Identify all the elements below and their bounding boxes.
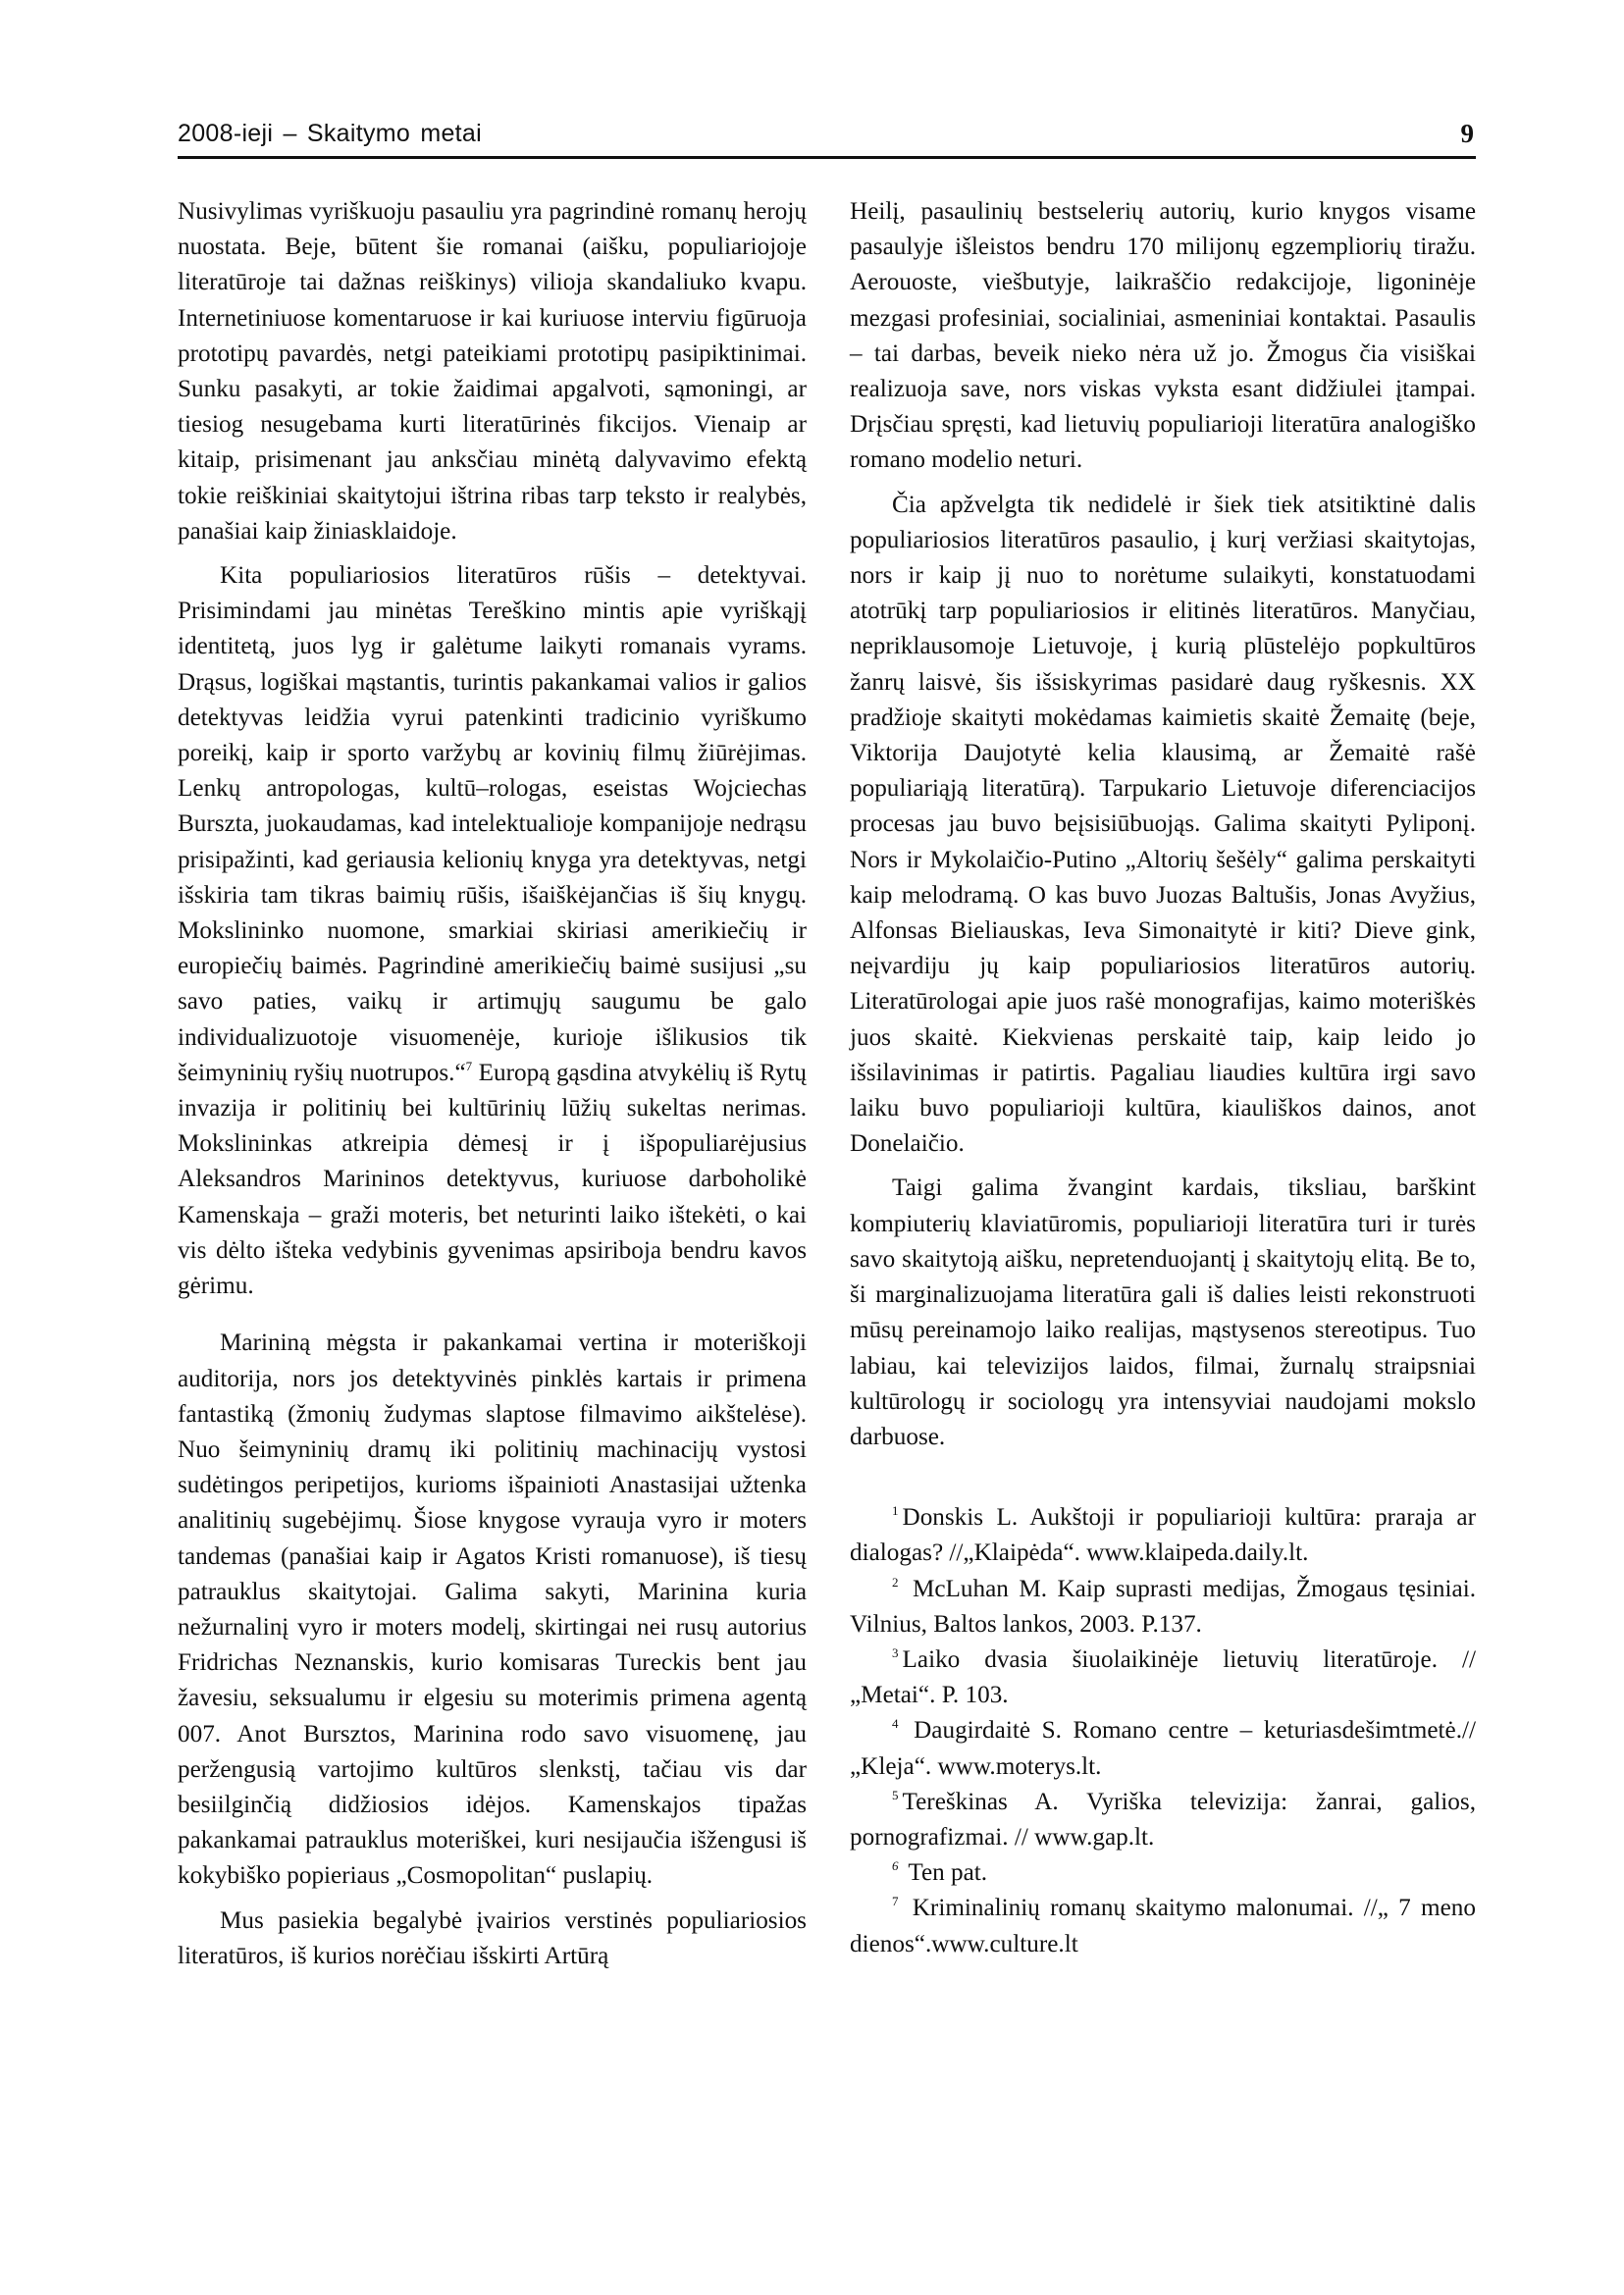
footnote [850, 1643, 1476, 1713]
footnote-text: Donskis L. Aukštoji ir populiarioji kultūra: praraja ar dialogas? //„Klaipėda“. www.klaipeda.daily.lt. [850, 1504, 1476, 1567]
footnote [850, 1572, 1476, 1643]
footnote-number: 2 [892, 1574, 899, 1590]
footnote-text: McLuhan M. Kaip suprasti medijas, Žmogaus tęsiniai. Vilnius, Baltos lankos, 2003. P.137. [850, 1575, 1476, 1638]
running-header [178, 116, 1476, 151]
footnote-number: 7 [892, 1894, 899, 1909]
footnote [850, 1855, 1476, 1891]
footnote-number: 3 [892, 1644, 899, 1660]
footnote [850, 1785, 1476, 1855]
page-number: 9 [1460, 119, 1474, 148]
paragraph: Heilį, pasaulinių bestselerių autorių, kurio knygos visame pasaulyje išleistos bendru 170 milijonų egzempliorių tiražu. Aerouoste, viešbutyje, laikraščio redakcijoje, ligoninėje mezgasi profesiniai, socialiniai, asmeniniai kontaktai. Pasaulis – tai darbas, beveik nieko nėra už jo. Žmogus čia visiškai realizuoja save, nors viskas vyksta esant didžiulei įtampai. Drįsčiau spręsti, kad lietuvių populiarioji literatūra analogiško romano modelio neturi. [850, 198, 1476, 474]
footnote-ref[interactable]: 7 [465, 1058, 473, 1073]
footnote [850, 1891, 1476, 1961]
footnotes [850, 1500, 1476, 1962]
footnote-text: Tereškinas A. Vyriška televizija: žanrai, galios, pornografizmai. // www.gap.lt. [850, 1788, 1476, 1851]
footnote-number: 5 [892, 1787, 899, 1802]
footnote-number: 4 [892, 1716, 899, 1732]
footnote-text: Kriminalinių romanų skaitymo malonumai. //„ 7 meno dienos“.www.culture.lt [850, 1895, 1476, 1957]
footnote-number: 1 [892, 1503, 899, 1519]
header-rule [178, 156, 1476, 159]
footnote-text: Daugirdaitė S. Romano centre – keturiasdešimtmetė.// „Kleja“. www.moterys.lt. [850, 1717, 1476, 1780]
footnote-text: Ten pat. [902, 1859, 988, 1887]
paragraph: Nusivylimas vyriškuoju pasauliu yra pagrindinė romanų herojų nuostata. Beje, būtent šie romanai (aišku, populiariojoje literatūroje tai dažnas reiškinys) vilioja skandaliuko kvapu. Internetiniuose komentaruose ir kai kuriuose interviu figūruoja prototipų pavardės, netgi pateikiami prototipų pasipiktinimai. Sunku pasakyti, ar tokie žaidimai apgalvoti, sąmoningi, ar tiesiog nesugebama kurti literatūrinės fikcijos. Vienaip ar kitaip, prisimenant jau anksčiau minėtą dalyvavimo efektą tokie reiškiniai skaitytojui ištrina ribas tarp teksto ir realybės, panašiai kaip žiniasklaidoje. [178, 198, 807, 545]
paragraph [178, 558, 807, 1304]
right-column [850, 194, 1476, 1962]
paragraph: Marininą mėgsta ir pakankamai vertina ir moteriškoji auditorija, nors jos detektyvinės pinklės kartais ir primena fantastiką (žmonių žudymas slaptose filmavimo aikštelėse). Nuo šeimyninių dramų iki politinių machinacijų vystosi sudėtingos peripetijos, kurioms išpainioti Anastasijai užtenka analitinių sugebėjimų. Šiose knygose vyrauja vyro ir moters tandemas (panašiai kaip ir Agatos Kristi romanuose), iš tiesų patrauklus skaitytojai. Galima sakyti, Marinina kuria nežurnalinį vyro ir moters modelį, skirtingai nei rusų autorius Fridrichas Neznanskis, kurio komisaras Tureckis bent jau žavesiu, seksualumu ir elgesiu su moterimis primena agentą 007. Anot Bursztos, Marinina rodo savo visuomenę, jau peržengusią vartojimo kultūros slenkstį, tačiau vis dar besiilginčią didžiosios idėjos. Kamenskajos tipažas pakankamai patrauklus moteriškei, kuri nesijaučia išžengusi iš kokybiško popieriaus „Cosmopolitan“ puslapių. [178, 1330, 807, 1890]
footnote [850, 1500, 1476, 1571]
footnote-text: Laiko dvasia šiuolaikinėje lietuvių literatūroje. // „Metai“. P. 103. [850, 1645, 1476, 1709]
left-column [178, 194, 807, 1974]
running-title: 2008-ieji – Skaitymo metai [178, 120, 482, 147]
paragraph: Taigi galima žvangint kardais, tiksliau, barškint kompiuterių klaviatūromis, populiarioji literatūra turi ir turės savo skaitytoją aišku, nepretenduojantį į skaitytojų elitą. Be to, ši marginalizuojama literatūra gali iš dalies leisti rekonstruoti mūsų pereinamojo laiko realijas, mąstysenos stereotipus. Tuo labiau, kai televizijos laidos, filmai, žurnalų straipsniai kultūrologų ir sociologų yra intensyviai naudojami mokslo darbuose. [850, 1174, 1476, 1450]
footnote [850, 1713, 1476, 1784]
paragraph: Mus pasiekia begalybė įvairios verstinės populiariosios literatūros, iš kurios norėčiau išskirti Artūrą [178, 1906, 807, 1969]
paragraph: Čia apžvelgta tik nedidelė ir šiek tiek atsitiktinė dalis populiariosios literatūros pasaulio, į kurį veržiasi skaitytojas, nors ir kaip jį nuo to norėtume sulaikyti, konstatuodami atotrūkį tarp populiariosios ir elitinės literatūros. Manyčiau, nepriklausomoje Lietuvoje, į kurią plūstelėjo popkultūros žanrų laisvė, šis išsiskyrimas pasidarė daug ryškesnis. XX pradžioje skaityti mokėdamas kaimietis skaitė Žemaitę (beje, Viktorija Daujotytė kelia klausimą, ar Žemaitė rašė populiariąją literatūrą). Tarpukario Lietuvoje diferenciacijos procesas jau buvo beįsisiūbuojąs. Galima skaityti Pyliponį. Nors ir Mykolaičio-Putino „Altorių šešėly“ galima perskaityti kaip melodramą. O kas buvo Juozas Baltušis, Jonas Avyžius, Alfonsas Bieliauskas, Ieva Simonaitytė ir kiti? Dieve gink, neįvardiju jų kaip populiariosios literatūros autorių. Literatūrologai apie juos rašė monografijas, kaimo moteriškės juos skaitė. Kiekvienas perskaitė taip, kaip leido jo išsilavinimas ir patirtis. Pagaliau liaudies kultūra irgi savo laiku buvo populiarioji kultūra, kiauliškos dainos, anot Donelaičio. [850, 491, 1476, 1158]
paragraph-text: Kita populiariosios literatūros rūšis – detektyvai. Prisimindami jau minėtas Tereškino mintis apie vyriškąjį identitetą, juos lyg ir galėtume laikyti romanais vyrams. Drąsus, logiškai mąstantis, turintis pakankamai valios ir galios detektyvas leidžia vyrui patenkinti tradicinio vyriškumo poreikį, kaip ir sporto varžybų ar kovinių filmų žiūrėjimas. Lenkų antropologas, kultū–rologas, eseistas Wojciechas Burszta, juokaudamas, kad intelektualioje kompanijoje nedrąsu prisipažinti, kad geriausia kelionių knyga yra detektyvas, netgi išskiria tam tikras baimių rūšis, išaiškėjančias iš šių knygų. Mokslininko nuomone, smarkiai skiriasi amerikiečių ir europiečių baimės. Pagrindinė amerikiečių baimė susijusi „su savo paties, vaikų ir artimųjų saugumu be galo individualizuotoje visuomenėje, kurioje išlikusios tik šeimyninių ryšių nuotrupos.“ [178, 562, 807, 1086]
paragraph-text: Europą gąsdina atvykėlių iš Rytų invazija ir politinių bei kultūrinių lūžių sukeltas nerimas. Mokslininkas atkreipia dėmesį ir į išpopuliarėjusius Aleksandros Marininos detektyvus, kuriuose darboholikė Kamenskaja – graži moteris, bet neturinti laiko ištekėti, o kai vis dėlto išteka vedybinis gyvenimas apsiriboja bendru kavos gėrimu. [178, 1059, 808, 1300]
footnote-number: 6 [892, 1858, 899, 1874]
